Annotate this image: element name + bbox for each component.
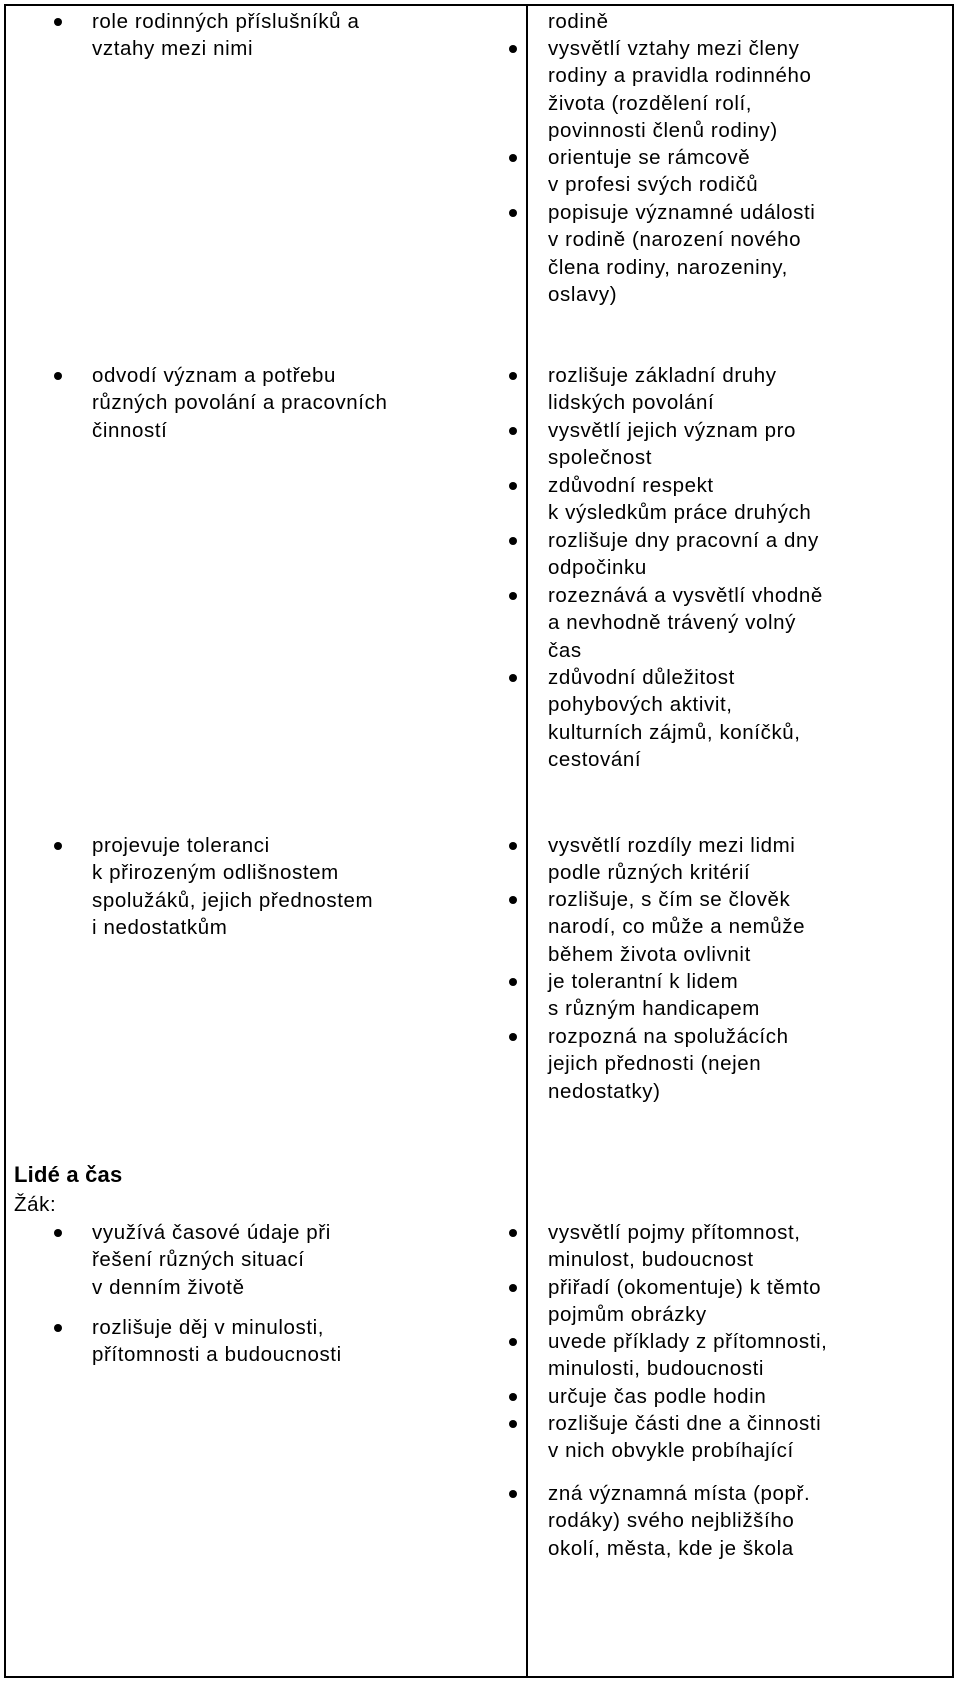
list-item-line: k přirozeným odlišnostem <box>92 861 339 885</box>
list-item-line: vysvětlí rozdíly mezi lidmi <box>548 834 796 857</box>
list-item-line: s různým handicapem <box>548 997 760 1021</box>
list-item-line: zná významná místa (popř. <box>548 1482 811 1505</box>
list-item-line: vysvětlí pojmy přítomnost, <box>548 1221 801 1244</box>
bullet-icon <box>509 1490 517 1498</box>
list-item-line: čas <box>548 638 582 662</box>
list-item-line: podle různých kritérií <box>548 861 751 885</box>
list-item-line: i nedostatkům <box>92 915 228 939</box>
list-item-line: popisuje významné události <box>548 201 816 224</box>
list-item-line: rodiny a pravidla rodinného <box>548 64 812 88</box>
bullet-icon <box>509 978 517 986</box>
bullet-icon <box>509 209 517 217</box>
bullet-icon <box>509 1393 517 1401</box>
list-item-line: života (rozdělení rolí, <box>548 91 753 115</box>
list-item-line: vysvětlí jejich význam pro <box>548 419 797 442</box>
list-item-line: jejich přednosti (nejen <box>548 1052 762 1076</box>
bullet-icon <box>509 1420 517 1428</box>
list-item-line: povinnosti členů rodiny) <box>548 118 778 142</box>
list-item-line: zdůvodní důležitost <box>548 666 735 689</box>
list-item-line: lidských povolání <box>548 391 715 415</box>
list-item-line: spolužáků, jejich přednostem <box>92 888 374 912</box>
list-item-line: role rodinných příslušníků a <box>92 10 360 33</box>
bullet-icon <box>54 1229 62 1237</box>
list-item-line: pohybových aktivit, <box>548 693 733 717</box>
list-item-line: projevuje toleranci <box>92 834 270 857</box>
list-item-line: v profesi svých rodičů <box>548 173 759 197</box>
bullet-icon <box>54 18 62 26</box>
list-item-line: rozlišuje základní druhy <box>548 364 777 387</box>
list-item-line: okolí, města, kde je škola <box>548 1536 794 1560</box>
bullet-icon <box>509 482 517 490</box>
list-item-line: různých povolání a pracovních <box>92 391 388 415</box>
list-item-line: přítomnosti a budoucnosti <box>92 1343 342 1367</box>
bullet-icon <box>509 45 517 53</box>
continuation-text: rodině <box>548 10 609 33</box>
bullet-icon <box>509 427 517 435</box>
list-item-line: narodí, co může a nemůže <box>548 915 806 939</box>
list-item-line: během života ovlivnit <box>548 942 751 966</box>
list-item-line: minulost, budoucnost <box>548 1248 754 1272</box>
bullet-icon <box>509 1338 517 1346</box>
bullet-icon <box>509 592 517 600</box>
list-item-line: využívá časové údaje při <box>92 1221 331 1244</box>
bullet-icon <box>54 1324 62 1332</box>
bullet-icon <box>509 537 517 545</box>
list-item-line: a nevhodně trávený volný <box>548 611 797 635</box>
student-label: Žák: <box>14 1193 57 1216</box>
bullet-icon <box>509 154 517 162</box>
list-item-line: přiřadí (okomentuje) k těmto <box>548 1276 822 1299</box>
list-item-line: vysvětlí vztahy mezi členy <box>548 37 800 60</box>
column-divider <box>526 6 528 1676</box>
bullet-icon <box>509 1229 517 1237</box>
list-item-line: rozeznává a vysvětlí vhodně <box>548 584 823 607</box>
list-item-line: v denním životě <box>92 1275 245 1299</box>
list-item-line: vztahy mezi nimi <box>92 37 254 61</box>
list-item-line: řešení různých situací <box>92 1248 305 1272</box>
list-item-line: v nich obvykle probíhající <box>548 1439 794 1463</box>
list-item-line: cestování <box>548 747 642 771</box>
bullet-icon <box>509 842 517 850</box>
list-item-line: odpočinku <box>548 556 647 580</box>
list-item-line: člena rodiny, narozeniny, <box>548 255 788 279</box>
list-item-line: minulosti, budoucnosti <box>548 1357 765 1381</box>
list-item-line: orientuje se rámcově <box>548 146 751 169</box>
list-item-line: rodáky) svého nejbližšího <box>548 1509 795 1533</box>
list-item-line: společnost <box>548 446 653 470</box>
list-item-line: určuje čas podle hodin <box>548 1385 767 1408</box>
list-item-line: rozpozná na spolužácích <box>548 1025 789 1048</box>
list-item-line: k výsledkům práce druhých <box>548 501 812 525</box>
list-item-line: rozlišuje, s čím se člověk <box>548 888 791 911</box>
bullet-icon <box>509 372 517 380</box>
list-item-line: rozlišuje části dne a činnosti <box>548 1412 822 1435</box>
list-item-line: uvede příklady z přítomnosti, <box>548 1330 828 1353</box>
list-item-line: zdůvodní respekt <box>548 474 714 497</box>
list-item-line: rozlišuje dny pracovní a dny <box>548 529 819 552</box>
bullet-icon <box>509 1033 517 1041</box>
bullet-icon <box>509 674 517 682</box>
bullet-icon <box>54 372 62 380</box>
list-item-line: rozlišuje děj v minulosti, <box>92 1316 325 1339</box>
list-item-line: kulturních zájmů, koníčků, <box>548 720 801 744</box>
bullet-icon <box>54 842 62 850</box>
list-item-line: v rodině (narození nového <box>548 228 802 252</box>
list-item-line: odvodí význam a potřebu <box>92 364 336 387</box>
bullet-icon <box>509 896 517 904</box>
bullet-icon <box>509 1284 517 1292</box>
list-item-line: činností <box>92 418 168 442</box>
list-item-line: nedostatky) <box>548 1079 661 1103</box>
list-item-line: je tolerantní k lidem <box>548 970 739 993</box>
list-item-line: pojmům obrázky <box>548 1303 707 1327</box>
section-heading: Lidé a čas <box>14 1162 123 1187</box>
list-item-line: oslavy) <box>548 282 618 306</box>
